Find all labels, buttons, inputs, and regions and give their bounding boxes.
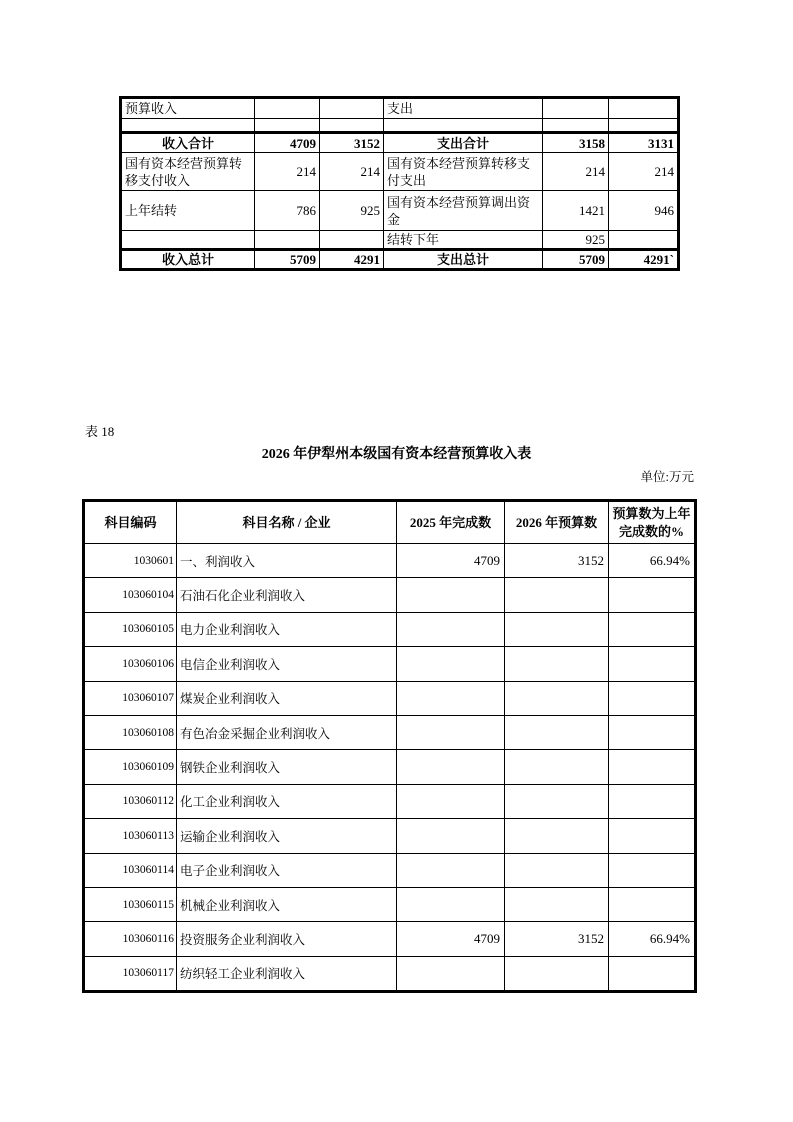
summary-row xyxy=(121,191,679,231)
income-2025-cell xyxy=(397,681,505,715)
income-row xyxy=(84,578,696,612)
summary-table xyxy=(119,96,680,271)
summary-item-cell: 支出合计 xyxy=(384,133,543,153)
income-column-header: 科目名称 / 企业 xyxy=(177,501,397,544)
income-row xyxy=(84,612,696,646)
income-2025-cell: 4709 xyxy=(397,922,505,956)
income-column-header: 科目编码 xyxy=(84,501,177,544)
summary-value-cell: 4291 xyxy=(320,250,384,270)
summary-item-cell xyxy=(121,119,255,133)
income-2025-cell xyxy=(397,819,505,853)
summary-value-cell: 214 xyxy=(609,153,679,191)
summary-value-cell: 3131 xyxy=(609,133,679,153)
summary-item-cell: 支出 xyxy=(384,98,543,119)
income-percent-cell xyxy=(609,578,696,612)
income-percent-cell xyxy=(609,956,696,991)
summary-value-cell xyxy=(320,98,384,119)
income-table-header xyxy=(84,501,696,544)
income-percent-cell xyxy=(609,784,696,818)
income-code-cell: 1030601 xyxy=(84,544,177,578)
income-column-header: 2025 年完成数 xyxy=(397,501,505,544)
income-table xyxy=(82,499,697,993)
summary-item-cell: 国有资本经营预算转移支付支出 xyxy=(384,153,543,191)
income-2026-cell xyxy=(505,956,609,991)
summary-value-cell: 214 xyxy=(255,153,320,191)
income-2026-cell: 3152 xyxy=(505,922,609,956)
income-percent-cell xyxy=(609,647,696,681)
summary-row xyxy=(121,98,679,119)
unit-label: 单位:万元 xyxy=(640,470,694,484)
summary-table-body xyxy=(121,98,679,270)
summary-row xyxy=(121,231,679,250)
income-2026-cell xyxy=(505,819,609,853)
summary-value-cell xyxy=(320,119,384,133)
income-2026-cell xyxy=(505,578,609,612)
income-percent-cell xyxy=(609,853,696,887)
summary-item-cell xyxy=(384,119,543,133)
income-2026-cell xyxy=(505,853,609,887)
income-2026-cell xyxy=(505,647,609,681)
income-row xyxy=(84,647,696,681)
income-name-cell: 纺织轻工企业利润收入 xyxy=(177,956,397,991)
income-code-cell: 103060115 xyxy=(84,887,177,921)
summary-value-cell: 4709 xyxy=(255,133,320,153)
income-percent-cell: 66.94% xyxy=(609,544,696,578)
income-table-body xyxy=(84,544,696,992)
summary-value-cell xyxy=(255,98,320,119)
summary-item-cell: 结转下年 xyxy=(384,231,543,250)
summary-value-cell: 3158 xyxy=(543,133,609,153)
summary-value-cell: 925 xyxy=(543,231,609,250)
income-row xyxy=(84,544,696,578)
summary-value-cell: 786 xyxy=(255,191,320,231)
income-code-cell: 103060104 xyxy=(84,578,177,612)
income-name-cell: 钢铁企业利润收入 xyxy=(177,750,397,784)
income-code-cell: 103060114 xyxy=(84,853,177,887)
income-name-cell: 有色冶金采掘企业利润收入 xyxy=(177,715,397,749)
income-code-cell: 103060112 xyxy=(84,784,177,818)
income-2025-cell xyxy=(397,715,505,749)
income-column-header: 预算数为上年完成数的% xyxy=(609,501,696,544)
income-2026-cell xyxy=(505,887,609,921)
summary-value-cell xyxy=(609,98,679,119)
income-column-header: 2026 年预算数 xyxy=(505,501,609,544)
summary-value-cell: 5709 xyxy=(543,250,609,270)
summary-value-cell xyxy=(609,231,679,250)
income-2026-cell xyxy=(505,750,609,784)
income-name-cell: 化工企业利润收入 xyxy=(177,784,397,818)
document-title: 2026 年伊犁州本级国有资本经营预算收入表 xyxy=(261,447,532,462)
summary-row xyxy=(121,250,679,270)
income-row xyxy=(84,956,696,991)
income-2025-cell xyxy=(397,612,505,646)
summary-value-cell xyxy=(255,231,320,250)
summary-value-cell xyxy=(320,231,384,250)
income-2025-cell xyxy=(397,853,505,887)
income-percent-cell xyxy=(609,887,696,921)
income-code-cell: 103060105 xyxy=(84,612,177,646)
summary-value-cell: 4291` xyxy=(609,250,679,270)
summary-value-cell xyxy=(543,119,609,133)
income-2025-cell xyxy=(397,750,505,784)
income-percent-cell xyxy=(609,750,696,784)
income-row xyxy=(84,922,696,956)
income-2025-cell xyxy=(397,784,505,818)
income-code-cell: 103060113 xyxy=(84,819,177,853)
income-percent-cell xyxy=(609,715,696,749)
table-number-label: 表 18 xyxy=(85,424,115,439)
income-percent-cell xyxy=(609,681,696,715)
income-2026-cell xyxy=(505,612,609,646)
summary-value-cell: 5709 xyxy=(255,250,320,270)
income-2025-cell xyxy=(397,956,505,991)
income-2025-cell: 4709 xyxy=(397,544,505,578)
income-percent-cell xyxy=(609,612,696,646)
summary-item-cell: 预算收入 xyxy=(121,98,255,119)
income-name-cell: 石油石化企业利润收入 xyxy=(177,578,397,612)
income-name-cell: 电子企业利润收入 xyxy=(177,853,397,887)
summary-value-cell: 1421 xyxy=(543,191,609,231)
income-row xyxy=(84,784,696,818)
income-2026-cell xyxy=(505,784,609,818)
income-2025-cell xyxy=(397,647,505,681)
income-name-cell: 运输企业利润收入 xyxy=(177,819,397,853)
summary-item-cell: 收入总计 xyxy=(121,250,255,270)
income-name-cell: 一、利润收入 xyxy=(177,544,397,578)
summary-row xyxy=(121,133,679,153)
income-code-cell: 103060117 xyxy=(84,956,177,991)
summary-value-cell: 214 xyxy=(320,153,384,191)
income-code-cell: 103060116 xyxy=(84,922,177,956)
income-name-cell: 机械企业利润收入 xyxy=(177,887,397,921)
income-row xyxy=(84,681,696,715)
income-name-cell: 电力企业利润收入 xyxy=(177,612,397,646)
summary-row xyxy=(121,119,679,133)
summary-item-cell: 支出总计 xyxy=(384,250,543,270)
income-row xyxy=(84,853,696,887)
income-code-cell: 103060109 xyxy=(84,750,177,784)
summary-row xyxy=(121,153,679,191)
income-2026-cell: 3152 xyxy=(505,544,609,578)
income-row xyxy=(84,819,696,853)
income-row xyxy=(84,750,696,784)
income-name-cell: 投资服务企业利润收入 xyxy=(177,922,397,956)
summary-value-cell xyxy=(255,119,320,133)
summary-value-cell xyxy=(543,98,609,119)
summary-item-cell xyxy=(121,231,255,250)
summary-value-cell: 925 xyxy=(320,191,384,231)
income-percent-cell xyxy=(609,819,696,853)
summary-item-cell: 上年结转 xyxy=(121,191,255,231)
income-name-cell: 煤炭企业利润收入 xyxy=(177,681,397,715)
summary-value-cell: 946 xyxy=(609,191,679,231)
income-header-row xyxy=(84,501,696,544)
summary-value-cell xyxy=(609,119,679,133)
income-2025-cell xyxy=(397,887,505,921)
income-row xyxy=(84,887,696,921)
income-name-cell: 电信企业利润收入 xyxy=(177,647,397,681)
income-2025-cell xyxy=(397,578,505,612)
income-percent-cell: 66.94% xyxy=(609,922,696,956)
income-code-cell: 103060107 xyxy=(84,681,177,715)
summary-item-cell: 收入合计 xyxy=(121,133,255,153)
income-code-cell: 103060108 xyxy=(84,715,177,749)
summary-value-cell: 3152 xyxy=(320,133,384,153)
income-2026-cell xyxy=(505,715,609,749)
summary-item-cell: 国有资本经营预算转移支付收入 xyxy=(121,153,255,191)
summary-value-cell: 214 xyxy=(543,153,609,191)
summary-item-cell: 国有资本经营预算调出资金 xyxy=(384,191,543,231)
income-2026-cell xyxy=(505,681,609,715)
income-code-cell: 103060106 xyxy=(84,647,177,681)
income-row xyxy=(84,715,696,749)
